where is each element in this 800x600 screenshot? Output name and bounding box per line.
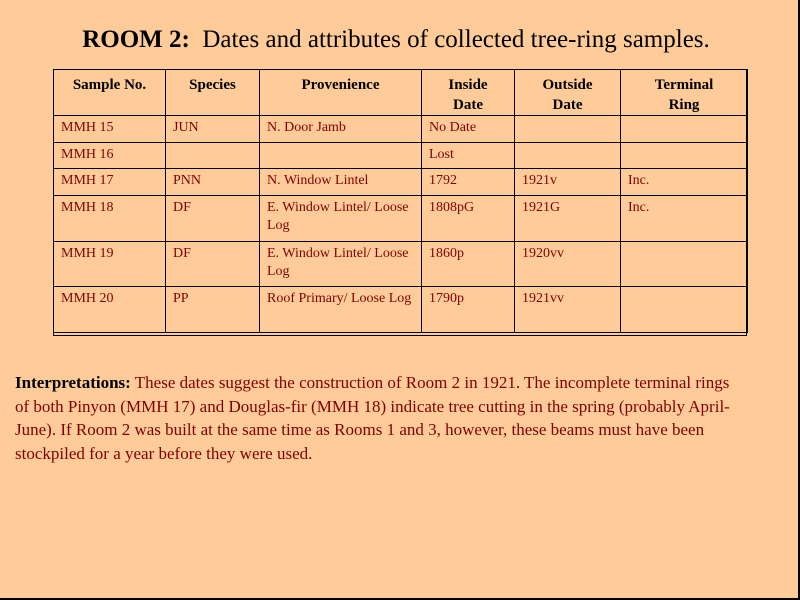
title-room-label: ROOM 2: <box>82 26 190 53</box>
page-title <box>0 26 792 54</box>
interpretation-text: These dates suggest the construction of Room 2 in 1921. The incomplete terminal rings of both Pinyon (MMH 17) and Douglas-fir (MMH 18) indicate tree cutting in the spring (probably April-June). If Room 2 was built at the same time as Rooms 1 and 3, however, these beams must have been stockpiled for a year before they were used. <box>15 373 730 463</box>
header-sample: Sample No. <box>54 70 166 116</box>
table-row <box>54 143 748 169</box>
cell-provenience: N. Door Jamb <box>260 116 422 143</box>
header-species: Species <box>166 70 260 116</box>
cell-sample: MMH 15 <box>54 116 166 143</box>
cell-provenience <box>260 143 422 169</box>
cell-species: PNN <box>166 169 260 196</box>
cell-sample: MMH 17 <box>54 169 166 196</box>
table-row <box>54 196 748 242</box>
header-provenience: Provenience <box>260 70 422 116</box>
cell-species: JUN <box>166 116 260 143</box>
cell-outside-date <box>515 143 621 169</box>
cell-species: DF <box>166 196 260 242</box>
cell-outside-date: 1921G <box>515 196 621 242</box>
cell-sample: MMH 16 <box>54 143 166 169</box>
cell-provenience: E. Window Lintel/ Loose Log <box>260 242 422 287</box>
table-row <box>54 242 748 287</box>
cell-species: PP <box>166 287 260 333</box>
cell-outside-date <box>515 116 621 143</box>
cell-provenience: E. Window Lintel/ Loose Log <box>260 196 422 242</box>
table-row <box>54 116 748 143</box>
cell-inside-date: 1808pG <box>422 196 515 242</box>
cell-sample: MMH 18 <box>54 196 166 242</box>
cell-provenience: N. Window Lintel <box>260 169 422 196</box>
cell-inside-date: 1792 <box>422 169 515 196</box>
table-row <box>54 287 748 333</box>
cell-terminal-ring <box>621 287 748 333</box>
cell-inside-date: 1860p <box>422 242 515 287</box>
cell-terminal-ring <box>621 242 748 287</box>
cell-outside-date: 1921vv <box>515 287 621 333</box>
cell-terminal-ring: Inc. <box>621 169 748 196</box>
cell-inside-date: 1790p <box>422 287 515 333</box>
samples-table <box>53 69 748 333</box>
cell-inside-date: Lost <box>422 143 515 169</box>
interpretation-paragraph <box>15 371 745 465</box>
header-terminal-ring: Terminal Ring <box>621 70 748 116</box>
header-inside-date: Inside Date <box>422 70 515 116</box>
title-text: Dates and attributes of collected tree-ring samples. <box>202 26 710 53</box>
cell-species <box>166 143 260 169</box>
cell-terminal-ring <box>621 143 748 169</box>
cell-species: DF <box>166 242 260 287</box>
header-outside-date: Outside Date <box>515 70 621 116</box>
samples-table-frame <box>53 69 747 336</box>
cell-sample: MMH 20 <box>54 287 166 333</box>
cell-outside-date: 1921v <box>515 169 621 196</box>
cell-outside-date: 1920vv <box>515 242 621 287</box>
cell-provenience: Roof Primary/ Loose Log <box>260 287 422 333</box>
cell-terminal-ring: Inc. <box>621 196 748 242</box>
cell-terminal-ring <box>621 116 748 143</box>
table-row <box>54 169 748 196</box>
cell-sample: MMH 19 <box>54 242 166 287</box>
cell-inside-date: No Date <box>422 116 515 143</box>
table-header-row <box>54 70 748 116</box>
interpretation-label: Interpretations: <box>15 373 131 392</box>
